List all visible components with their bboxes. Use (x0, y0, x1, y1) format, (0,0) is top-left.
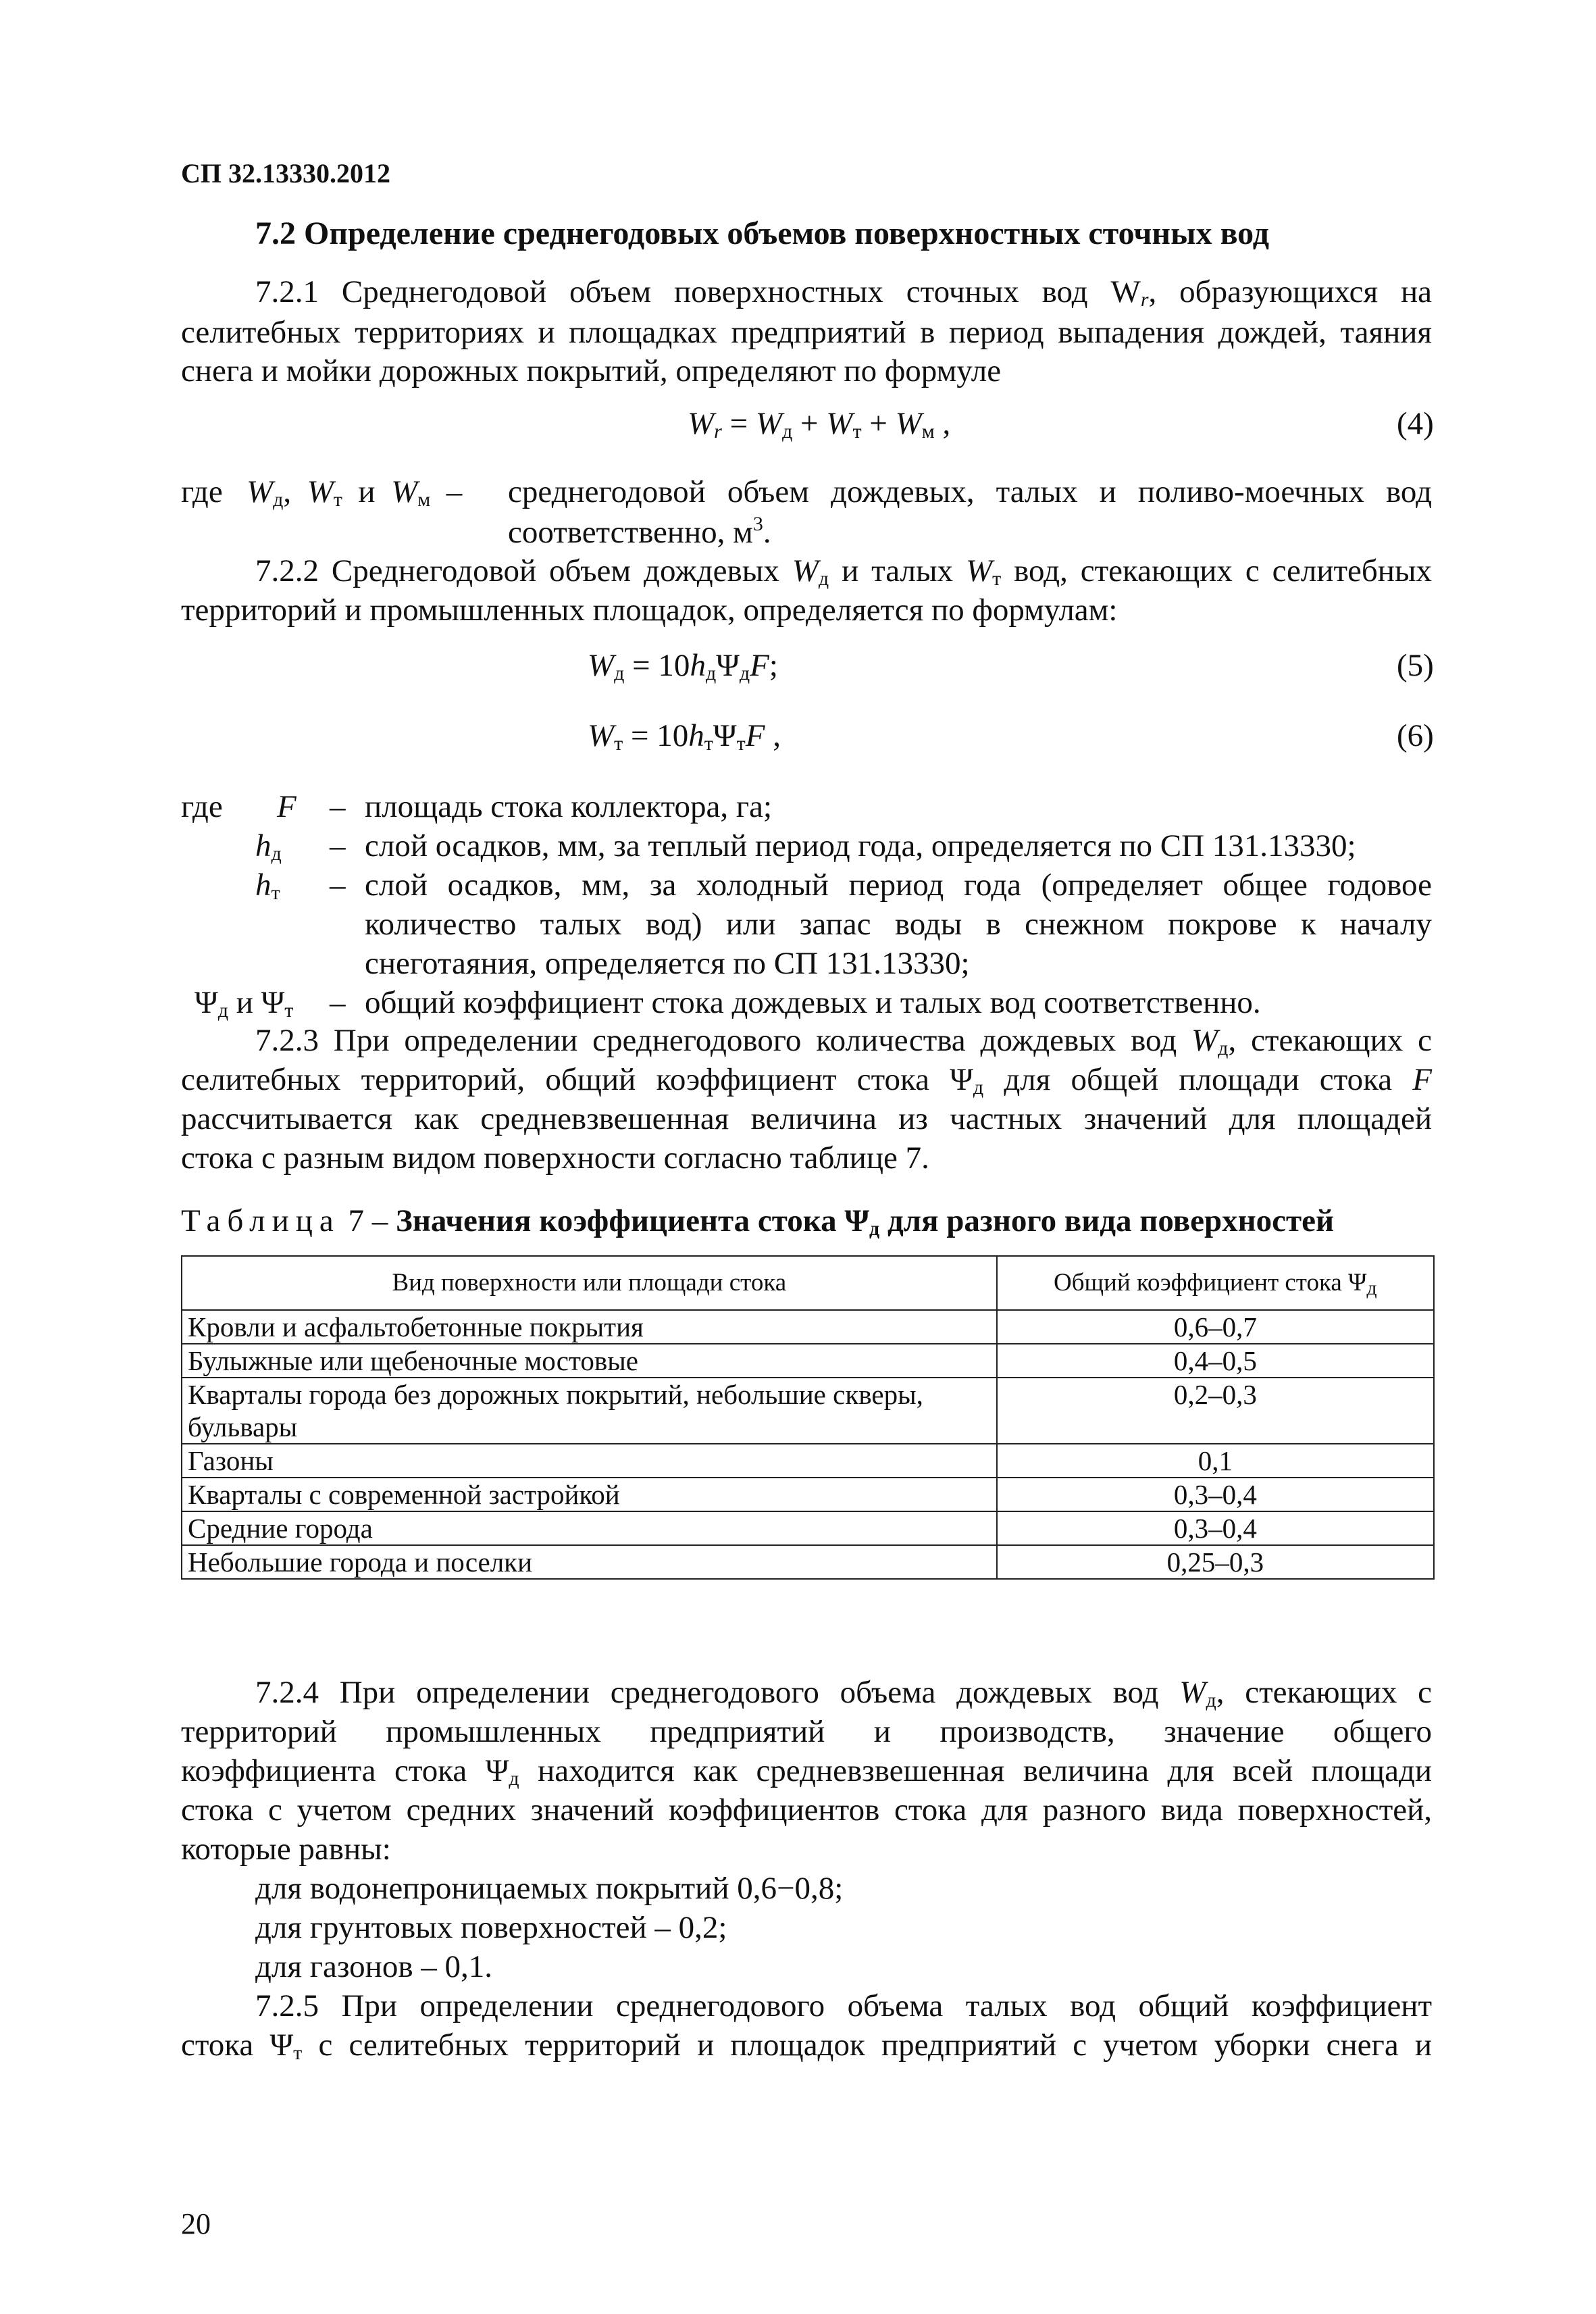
paragraph-7-2-5-line-2: стока $\Psi_т$ с селитебных территорий и площадок предприятий с учетом уборки снега и (181, 2028, 1433, 2064)
table-row: Кварталы с современной застройкой 0,3–0,4 (182, 1478, 1434, 1511)
paragraph-7-2-3-line-2: селитебных территорий, общий коэффициент стока $\Psi_д$ для общей площади стока F (181, 1062, 1432, 1099)
formula-6: $W_т = 10h_т\Psi_тF$ , (588, 718, 781, 755)
paragraph-7-2-4-line-4: стока с учетом средних значений коэффициентов стока для разного вида поверхностей, (181, 1792, 1432, 1828)
paragraph-7-2-1-line-1: 7.2.1 Среднегодовой объем поверхностных сточных вод $W_r$, образующихся на (255, 274, 1432, 311)
section-title: 7.2 Определение среднегодовых объемов поверхностных сточных вод (255, 216, 1270, 251)
where-4-description-line-1: среднегодовой объем дождевых, талых и поливо-моечных вод (508, 474, 1432, 509)
document-code-header: СП 32.13330.2012 (181, 158, 390, 188)
paragraph-7-2-3-line-4: стока с разным видом поверхности согласно таблице 7. (181, 1140, 929, 1176)
table-header-surface: Вид поверхности или площади стока (182, 1256, 997, 1310)
page-number: 20 (181, 2207, 211, 2240)
list-item-lawns: для газонов – 0,1. (255, 1949, 493, 1984)
table-row: Кварталы города без дорожных покрытий, небольшие скверы, бульвары 0,2–0,3 (182, 1378, 1434, 1444)
equation-number-4: (4) (1397, 406, 1434, 441)
paragraph-7-2-5-line-1: 7.2.5 При определении среднегодового объема талых вод общий коэффициент (255, 1988, 1432, 2023)
definition-ht-text-line-2: количество талых вод) или запас воды в снежном покрове к началу (365, 907, 1432, 942)
equation-number-6: (6) (1397, 718, 1434, 753)
table-row: Средние города 0,3–0,4 (182, 1511, 1434, 1545)
definition-ht-text-line-1: слой осадков, мм, за холодный период года (определяет общее годовое (365, 867, 1432, 903)
table-header-row (182, 1256, 1434, 1310)
definition-hd-text: слой осадков, мм, за теплый период года, определяется по СП 131.13330; (365, 828, 1356, 863)
document-page: СП 32.13330.2012 7.2 Определение среднегодовых объемов поверхностных сточных вод 7.2.1 Среднегодовой объем поверхностных сточных вод $W_r$, образующихся на селитебных территориях и площадках предприятий в период выпадения дождей, таяния снега и мойки дорожных покрытий, определяют по формуле $W_r = W_д + W_т + W_м$ , (4) где $W_д$, $W_т$ и $W_м$ – среднегодовой объем дождевых, талых и поливо-моечных вод соответственно, $м^3$. 7.2.2 Среднегодовой объем дождевых $W_д$ и талых $W_т$ вод, стекающих с селитебных территорий и промышленных площадок, определяется по формулам: $W_д = 10h_д\Psi_дF$; (5) $W_т = 10h_т\Psi_тF$ , (6) где F – площадь стока коллектора, га; $h_д$ – слой осадков, мм, за теплый период года, определяется по СП 131.13330; $h_т$ – слой осадков, мм, за холодный период года (определяет общее годовое количество талых вод) или запас воды в снежном покрове к началу снеготаяния, определяется по СП 131.13330; $\Psi_д$ и $\Psi_т$ – общий коэффициент стока дождевых и талых вод соответственно. 7.2.3 При определении среднегодового количества дождевых вод $W_д$, стекающих с селитебных территорий, общий коэффициент стока $\Psi_д$ для общей площади стока F рассчитывается как средневзвешенная величина из частных значений для площадей стока с разным видом поверхности согласно таблице 7. Таблица 7 – Значения коэффициента стока $\Psi_д$ для разного вида поверхностей Вид поверхности или площади стока Общий коэффициент стока $\Psi_д$ Кровли и асфальтобетонные покрытия 0,6–0,7 Булыжные или щебеночные мостовые 0,4–0,5 Кварталы города без дорожных покрытий, небольшие скверы, бульвары 0,2–0,3 Газоны 0,1 Кварталы с современной застройкой 0,3–0,4 Средние города 0,3–0,4 Небольшие города и поселки 0,25–0,3 7.2.4 При определении среднегодового объема дождевых вод $W_д$, стекающих с территорий промышленных предприятий и производств, значение общего коэффициента стока $\Psi_д$ находится как средневзвешенная величина для всей площади стока с учетом средних значений коэффициентов стока для разного вида поверхностей, которые равны: для водонепроницаемых покрытий 0,6−0,8; для грунтовых поверхностей – 0,2; для газонов – 0,1. 7.2.5 При определении среднегодового объема талых вод общий коэффициент стока $\Psi_т$ с селитебных территорий и площадок предприятий с учетом уборки снега и 20 (181, 158, 1434, 2240)
paragraph-7-2-3-line-3: рассчитывается как средневзвешенная величина из частных значений для площадей (181, 1101, 1432, 1136)
list-item-soil: для грунтовых поверхностей – 0,2; (255, 1910, 727, 1945)
table-row: Булыжные или щебеночные мостовые 0,4–0,5 (182, 1344, 1434, 1378)
paragraph-7-2-2-line-2: территорий и промышленных площадок, определяется по формулам: (181, 593, 1118, 628)
table-header-coefficient: Общий коэффициент стока $\Psi_д$ (997, 1256, 1434, 1310)
definition-symbol-ht: $h_т$ (255, 867, 280, 904)
table-row: Небольшие города и поселки 0,25–0,3 (182, 1545, 1434, 1579)
paragraph-7-2-2-line-1: 7.2.2 Среднегодовой объем дождевых $W_д$ и талых $W_т$ вод, стекающих с селитебных (255, 553, 1433, 590)
where-4-description-line-2: соответственно, $м^3$. (508, 513, 771, 550)
paragraph-7-2-1-line-2: селитебных территориях и площадках предприятий в период выпадения дождей, таяния (181, 315, 1432, 350)
definition-symbol-F: F (277, 789, 297, 824)
paragraph-7-2-4-line-5: которые равны: (181, 1832, 391, 1867)
table-row: Кровли и асфальтобетонные покрытия 0,6–0,7 (182, 1310, 1434, 1344)
paragraph-7-2-4-line-3: коэффициента стока $\Psi_д$ находится как средневзвешенная величина для всей площади (181, 1753, 1433, 1790)
definitions-where-label: где (181, 789, 223, 824)
formula-5: $W_д = 10h_д\Psi_дF$; (588, 648, 778, 684)
list-item-impermeable: для водонепроницаемых покрытий 0,6−0,8; (255, 1871, 844, 1906)
paragraph-7-2-3-line-1: 7.2.3 При определении среднегодового количества дождевых вод $W_д$, стекающих с (255, 1023, 1433, 1059)
definition-symbol-psi: $\Psi_д$ и $\Psi_т$ (195, 985, 294, 1022)
formula-4: $W_r = W_д + W_т + W_м$ , (688, 406, 951, 443)
paragraph-7-2-4-line-2: территорий промышленных предприятий и производств, значение общего (181, 1714, 1432, 1749)
equation-number-5: (5) (1397, 648, 1434, 683)
definition-ht-text-line-3: снеготаяния, определяется по СП 131.13330; (365, 946, 970, 981)
definition-symbol-hd: $h_д$ (255, 828, 282, 865)
table-row: Газоны 0,1 (182, 1444, 1434, 1478)
where-4-symbols: где $W_д$, $W_т$ и $W_м$ – (181, 474, 463, 511)
table-7 (181, 1255, 1435, 1580)
table-7-caption: Таблица 7 – Значения коэффициента стока $\Psi_д$ для разного вида поверхностей (181, 1203, 1335, 1240)
paragraph-7-2-1-line-3: снега и мойки дорожных покрытий, определяют по формуле (181, 353, 1002, 388)
definition-psi-text: общий коэффициент стока дождевых и талых вод соответственно. (365, 985, 1261, 1020)
paragraph-7-2-4-line-1: 7.2.4 При определении среднегодового объема дождевых вод $W_д$, стекающих с (255, 1675, 1433, 1711)
definition-F-text: площадь стока коллектора, га; (365, 789, 773, 824)
